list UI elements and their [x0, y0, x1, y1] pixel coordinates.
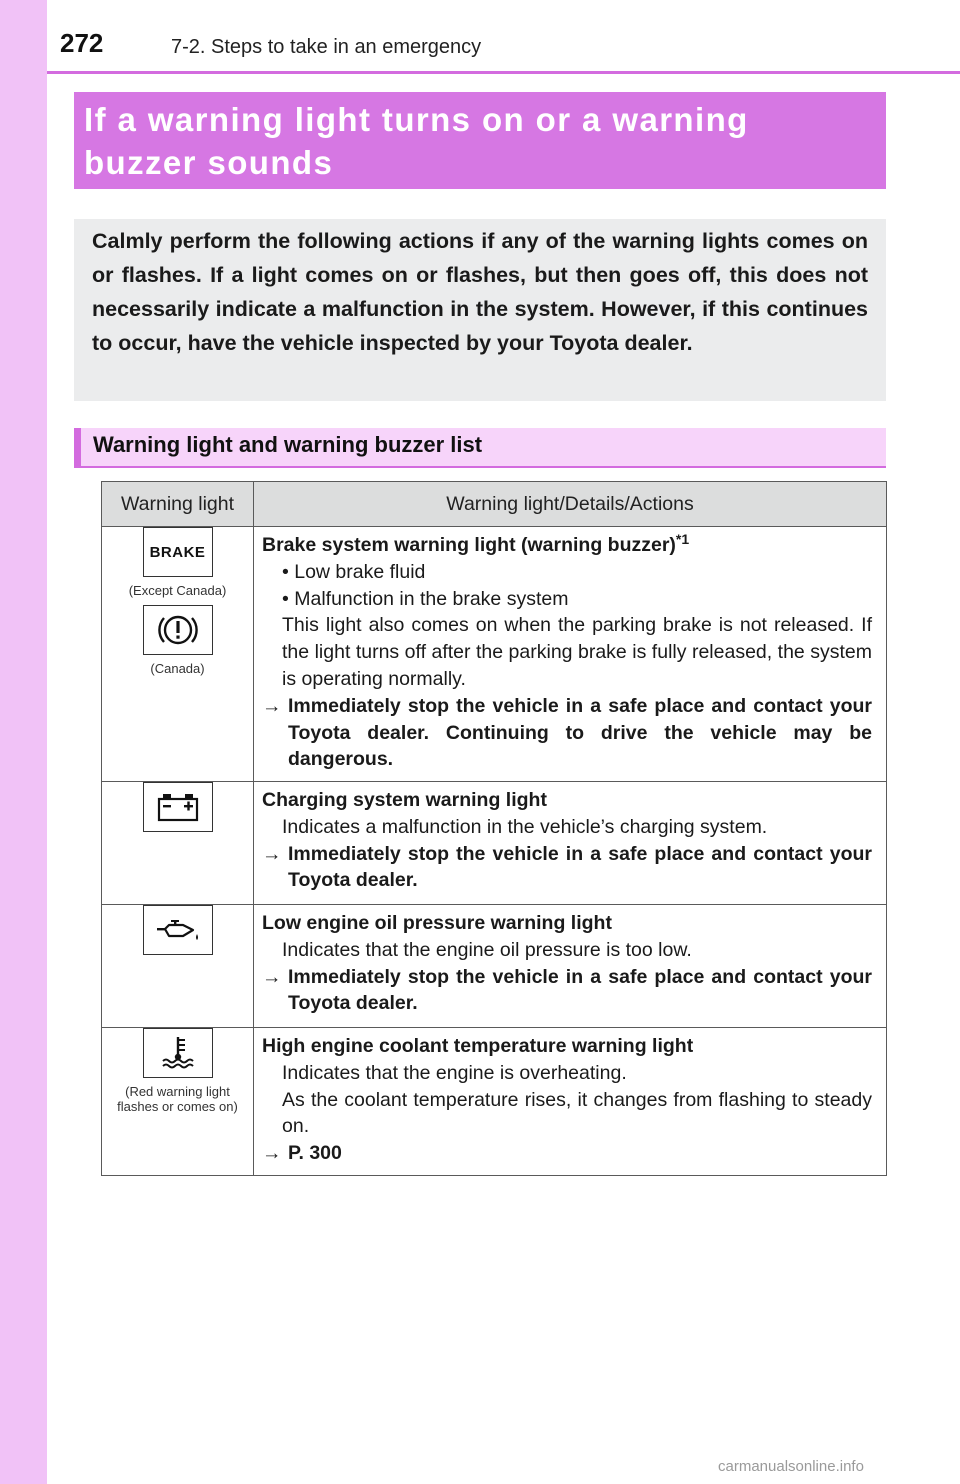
details-cell-charging [254, 782, 887, 905]
watermark: carmanualsonline.info [718, 1458, 864, 1475]
intro-box [74, 219, 886, 401]
brake-icon [143, 527, 213, 577]
exclamation-circle-icon [143, 605, 213, 655]
page-title-line-1: If a warning light turns on or a warning [84, 101, 749, 138]
entry-note-brake: This light also comes on when the parking brake is not released. If the light turns off after the parking brake is fully released, the system is operating normally. [282, 614, 872, 690]
arrow-icon: → [262, 694, 282, 717]
page-title-box [74, 92, 886, 189]
icon-cell-coolant [102, 1028, 254, 1176]
icon-cell-brake [102, 527, 254, 782]
details-cell-coolant [254, 1028, 887, 1176]
entry-title-charging: Charging system warning light [262, 789, 547, 811]
entry-description-oil-pressure: Indicates that the engine oil pressure is too low. [282, 938, 692, 961]
side-color-strip [0, 0, 47, 1484]
entry-title-oil-pressure: Low engine oil pressure warning light [262, 912, 612, 934]
icon-caption-coolant: (Red warning light flashes or comes on) [117, 1084, 238, 1114]
page-reference-link[interactable]: P. 300 [288, 1142, 342, 1165]
arrow-icon: → [262, 1142, 282, 1165]
entry-action-charging-text: Immediately stop the vehicle in a safe place and contact your Toyota dealer. [288, 842, 872, 892]
brake-icon-label: BRAKE [149, 543, 206, 561]
footnote-marker: *1 [675, 531, 690, 547]
entry-action-oil-pressure-text: Immediately stop the vehicle in a safe place and contact your Toyota dealer. [288, 965, 872, 1015]
header-divider [47, 71, 960, 74]
table-row-oil-pressure [102, 905, 887, 1028]
table-row-brake [102, 527, 887, 782]
entry-title-brake-text: Brake system warning light (warning buzzer) [262, 534, 676, 556]
icon-cell-charging [102, 782, 254, 905]
arrow-icon: → [262, 842, 282, 865]
section-breadcrumb: 7-2. Steps to take in an emergency [171, 36, 482, 58]
section-subheading: Warning light and warning buzzer list [93, 432, 483, 457]
entry-title-coolant: High engine coolant temperature warning light [262, 1035, 694, 1057]
icon-caption-canada: (Canada) [150, 661, 205, 676]
column-header-warning-light: Warning light [102, 482, 254, 527]
entry-action-charging [262, 841, 872, 895]
oil-can-icon [143, 905, 213, 955]
entry-title-brake [262, 532, 872, 559]
battery-icon [143, 782, 213, 832]
bullet-item: • Malfunction in the brake system [282, 587, 569, 610]
entry-note-coolant: As the coolant temperature rises, it changes from flashing to steady on. [282, 1088, 872, 1138]
entry-action-oil-pressure [262, 964, 872, 1018]
bullet-item: • Low brake fluid [282, 560, 426, 583]
page-number: 272 [60, 28, 104, 58]
entry-description-coolant: Indicates that the engine is overheating. [282, 1061, 627, 1084]
details-cell-oil-pressure [254, 905, 887, 1028]
coolant-temperature-icon [143, 1028, 213, 1078]
entry-description-charging: Indicates a malfunction in the vehicle’s charging system. [282, 815, 768, 838]
icon-caption-except-canada: (Except Canada) [128, 583, 227, 598]
page-title-line-2: buzzer sounds [84, 144, 334, 181]
details-cell-brake [254, 527, 887, 782]
warning-light-table [101, 481, 887, 1176]
entry-action-brake-text: Immediately stop the vehicle in a safe place and contact your Toyota dealer. Continuing to drive the vehicle may be dangerous. [288, 694, 872, 771]
column-header-details: Warning light/Details/Actions [254, 482, 887, 527]
arrow-icon: → [262, 965, 282, 988]
icon-cell-oil-pressure [102, 905, 254, 1028]
entry-action-coolant [262, 1140, 872, 1167]
table-row-charging [102, 782, 887, 905]
entry-action-brake [262, 693, 872, 773]
table-row-coolant [102, 1028, 887, 1176]
section-subheading-box [74, 428, 886, 468]
table-header-row [102, 482, 887, 527]
intro-text: Calmly perform the following actions if any of the warning lights comes on or flashes. If a light comes on or flashes, but then goes off, this does not necessarily indicate a malfunction in the system. However, if this continues to occur, have the vehicle inspected by your Toyota dealer. [92, 229, 868, 355]
